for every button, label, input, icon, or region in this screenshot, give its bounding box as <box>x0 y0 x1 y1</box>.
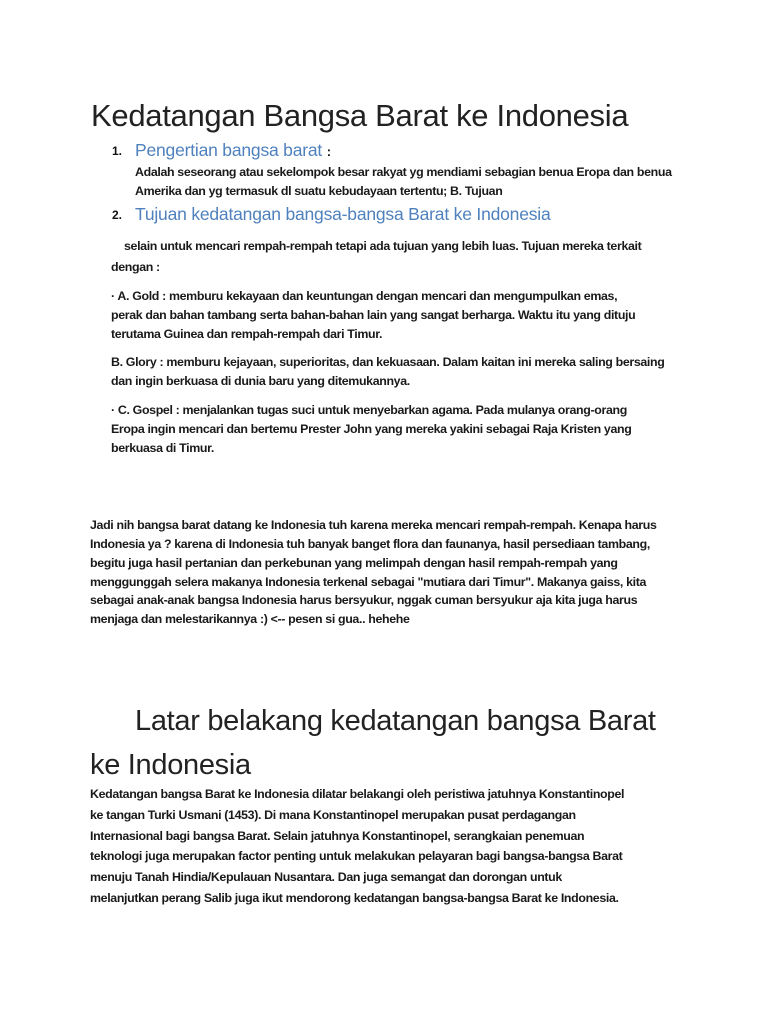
document-title: Kedatangan Bangsa Barat ke Indonesia <box>91 98 629 133</box>
section-heading <box>135 139 331 163</box>
heading-latar-line2: ke Indonesia <box>90 749 251 781</box>
text-line: menuju Tanah Hindia/Kepulauan Nusantara. Dan juga semangat dan dorongan untuk <box>90 870 562 884</box>
text-line: selain untuk mencari rempah-rempah tetapi ada tujuan yang lebih luas. Tujuan mereka terkait <box>124 239 642 253</box>
text-line: perak dan bahan tambang serta bahan-bahan lain yang sangat berharga. Waktu itu yang dituju <box>111 308 636 322</box>
text-line: menjaga dan melestarikannya :) <-- pesen si gua.. hehehe <box>90 612 410 626</box>
text-line: · C. Gospel : menjalankan tugas suci untuk menyebarkan agama. Pada mulanya orang-orang <box>111 403 627 417</box>
text-line: terutama Guinea dan rempah-rempah dari Timur. <box>111 327 383 341</box>
text-line: teknologi juga merupakan factor penting untuk melakukan pelayaran bagi bangsa-bangsa Barat <box>90 849 623 863</box>
text-line: Indonesia ya ? karena di Indonesia tuh banyak banget flora dan faunanya, hasil persediaan tambang, <box>90 537 650 551</box>
section-heading: Tujuan kedatangan bangsa-bangsa Barat ke Indonesia <box>135 204 551 224</box>
text-line: Amerika dan yg termasuk dl suatu kebudayaan tertentu; B. Tujuan <box>135 184 503 198</box>
text-line: Adalah seseorang atau sekelompok besar rakyat yg mendiami sebagian benua Eropa dan benua <box>135 165 672 179</box>
text-line: menggunggah selera makanya Indonesia terkenal sebagai "mutiara dari Timur". Makanya gaiss, kita <box>90 575 647 589</box>
text-line: ke tangan Turki Usmani (1453). Di mana Konstantinopel merupakan pusat perdagangan <box>90 808 576 822</box>
text-line: sebagai anak-anak bangsa Indonesia harus bersyukur, nggak cuman bersyukur aja kita juga harus <box>90 593 638 607</box>
list-number: 1. <box>112 144 123 158</box>
text-line: begitu juga hasil pertanian dan perkebunan yang melimpah dengan hasil rempah-rempah yang <box>90 556 618 570</box>
text-line: B. Glory : memburu kejayaan, superioritas, dan kekuasaan. Dalam kaitan ini mereka saling bersaing <box>111 355 665 369</box>
text-line: Kedatangan bangsa Barat ke Indonesia dilatar belakangi oleh peristiwa jatuhnya Konstantinopel <box>90 787 625 801</box>
text-line: Eropa ingin mencari dan bertemu Prester John yang mereka yakini sebagai Raja Kristen yang <box>111 422 632 436</box>
heading-latar-line1: Latar belakang kedatangan bangsa Barat <box>135 705 656 737</box>
text-line: dengan : <box>111 260 160 274</box>
text-line: melanjutkan perang Salib juga ikut mendorong kedatangan bangsa-bangsa Barat ke Indonesia. <box>90 891 619 905</box>
text-line: Internasional bagi bangsa Barat. Selain jatuhnya Konstantinopel, serangkaian penemuan <box>90 829 585 843</box>
text-line: dan ingin berkuasa di dunia baru yang ditemukannya. <box>111 374 410 388</box>
text-line: · A. Gold : memburu kekayaan dan keuntungan dengan mencari dan mengumpulkan emas, <box>111 289 618 303</box>
text-line: berkuasa di Timur. <box>111 441 214 455</box>
list-number: 2. <box>112 208 123 222</box>
heading-colon: : <box>326 144 331 159</box>
text-line: Jadi nih bangsa barat datang ke Indonesia tuh karena mereka mencari rempah-rempah. Kenapa harus <box>90 518 657 532</box>
heading-text: Pengertian bangsa barat <box>135 140 323 160</box>
